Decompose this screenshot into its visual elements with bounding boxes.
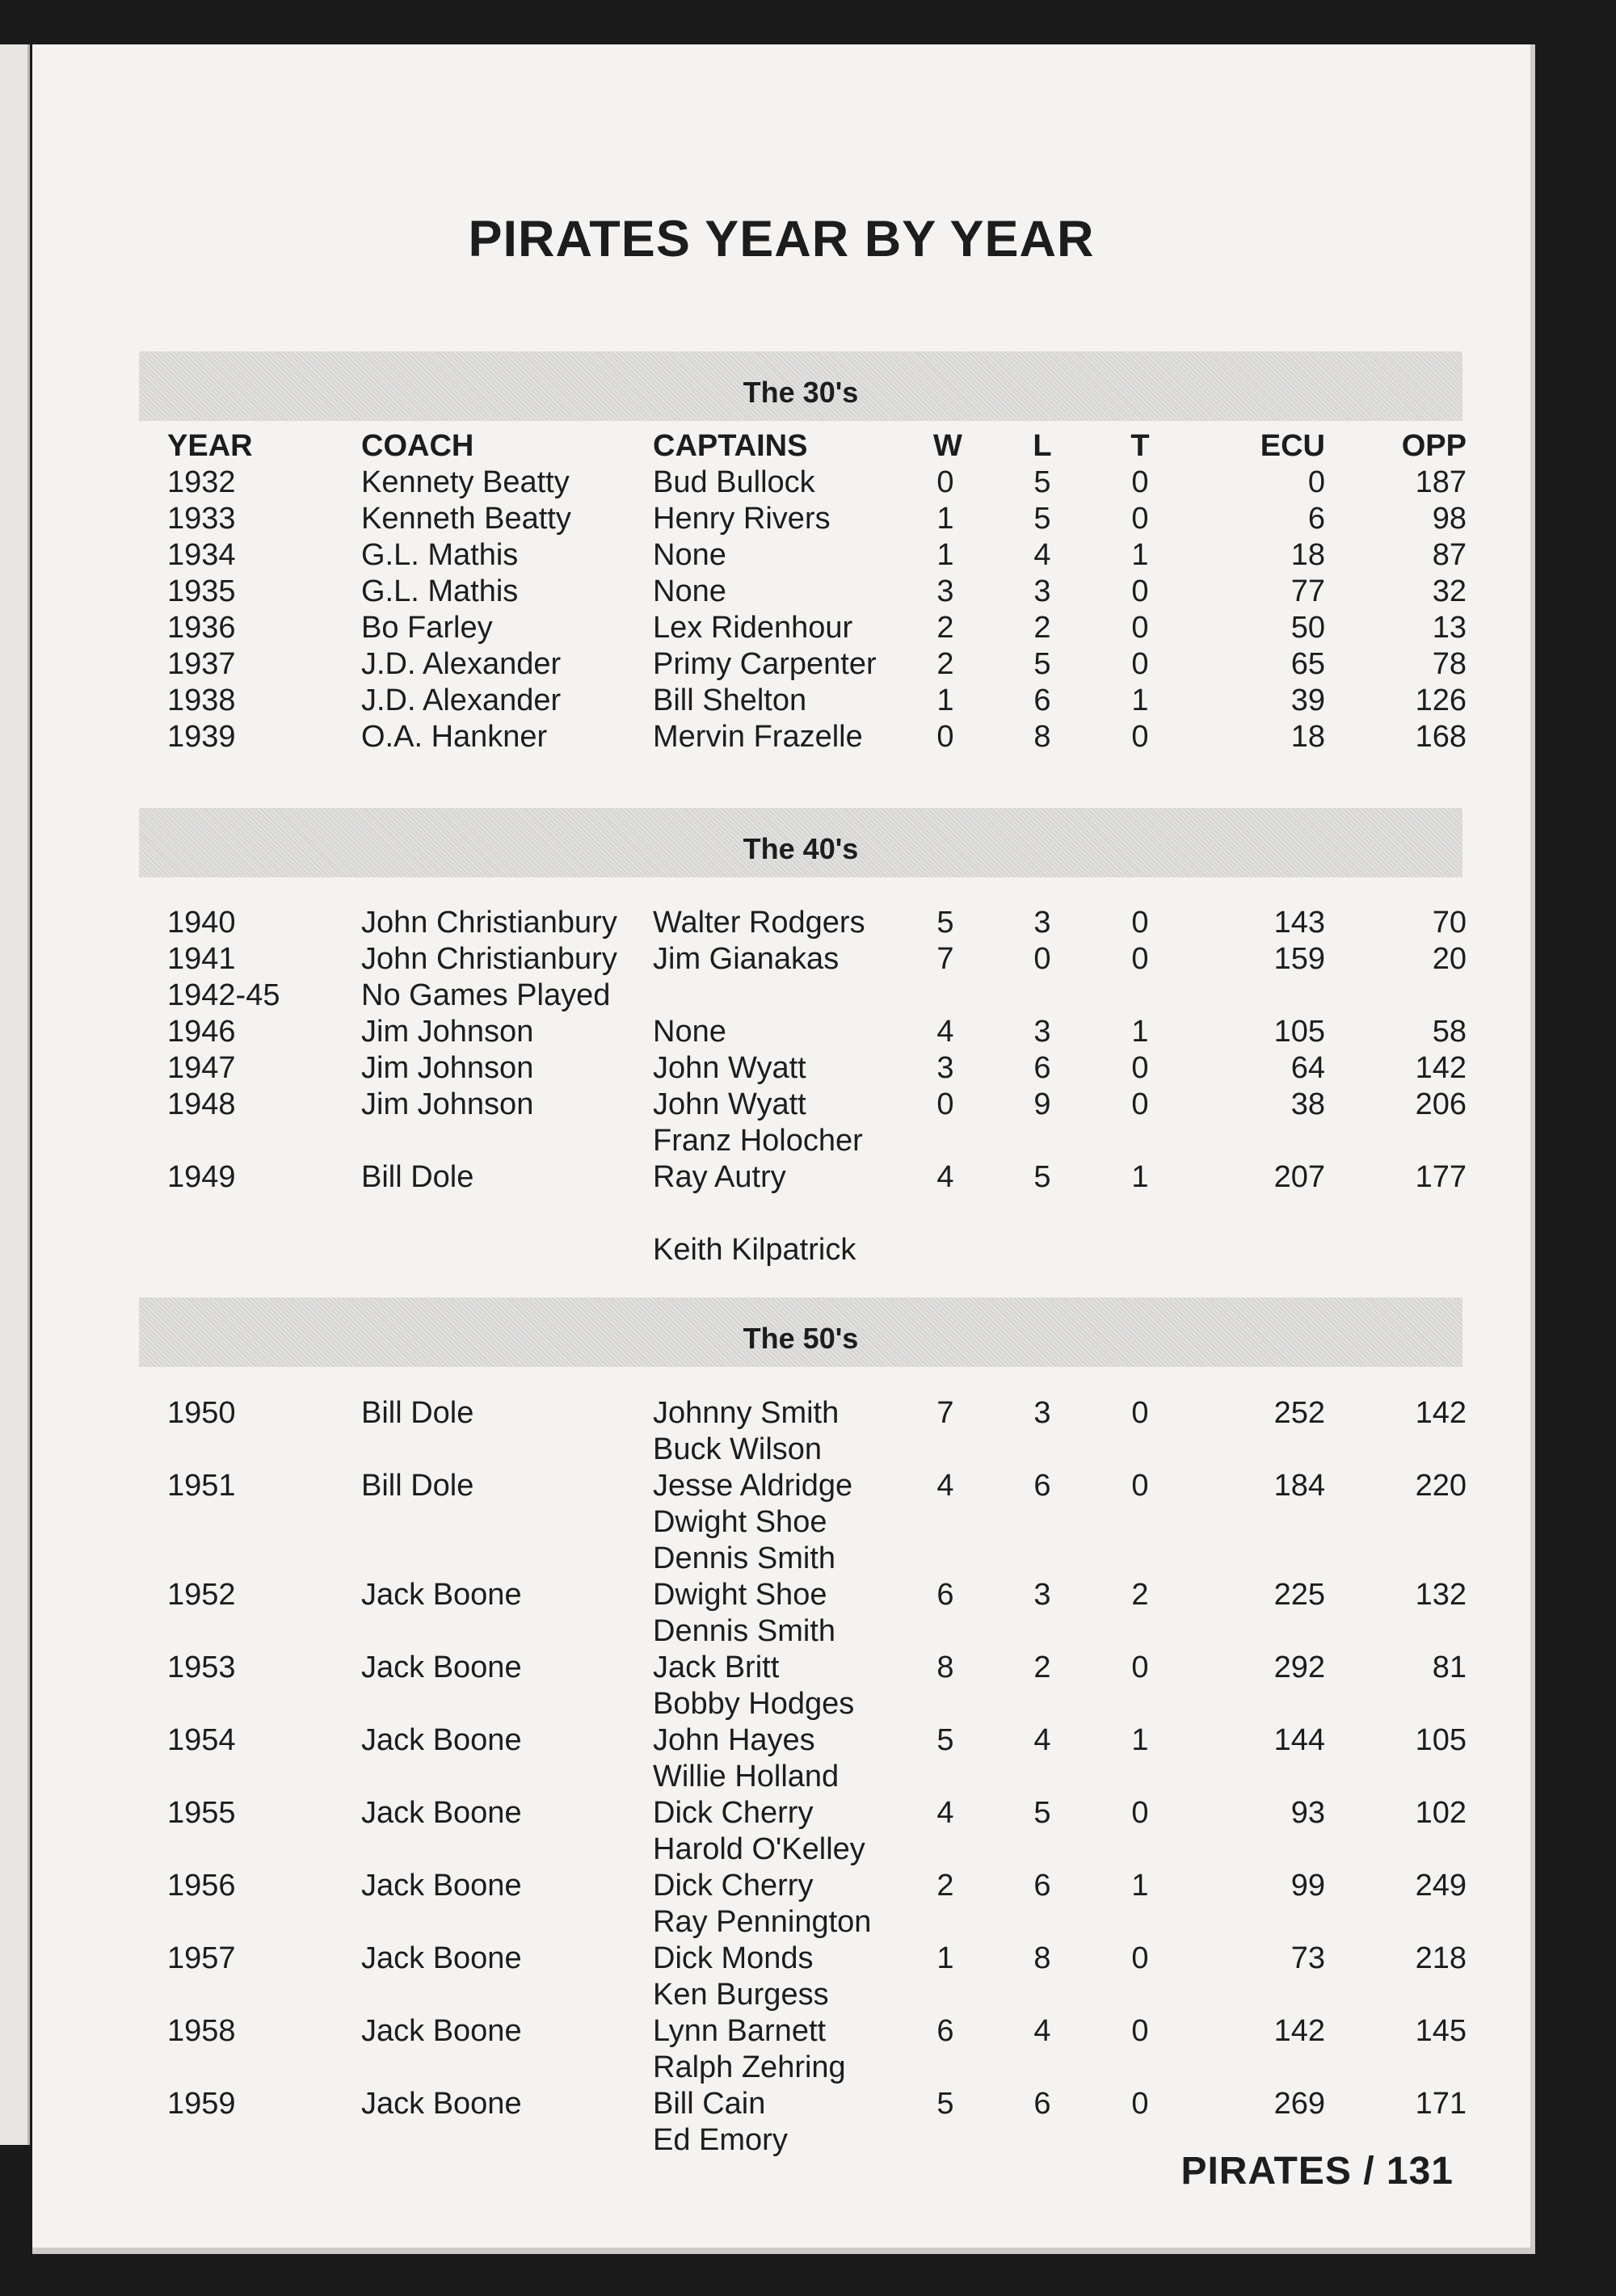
cell-captains: Jesse Aldridge bbox=[653, 1469, 853, 1503]
decade-label: The 30's bbox=[743, 376, 859, 409]
header-t: T bbox=[1130, 429, 1150, 463]
table-40s bbox=[32, 905, 1530, 1268]
cell-w: 6 bbox=[936, 2014, 954, 2048]
cell-opp: 78 bbox=[1432, 647, 1467, 681]
cell-l: 5 bbox=[1033, 1796, 1051, 1830]
table-row bbox=[32, 1050, 1530, 1087]
table-row bbox=[32, 1613, 1530, 1650]
cell-w: 3 bbox=[936, 574, 954, 608]
cell-opp: 70 bbox=[1432, 906, 1467, 940]
cell-captains: Mervin Frazelle bbox=[653, 720, 863, 754]
header-opp: OPP bbox=[1401, 429, 1467, 463]
decade-header-40s bbox=[139, 808, 1462, 877]
cell-t: 1 bbox=[1131, 1723, 1149, 1757]
cell-w: 3 bbox=[936, 1051, 954, 1085]
cell-opp: 142 bbox=[1415, 1396, 1467, 1430]
cell-w: 4 bbox=[936, 1015, 954, 1049]
cell-opp: 87 bbox=[1432, 538, 1467, 572]
cell-coach: Jack Boone bbox=[361, 1723, 522, 1757]
cell-captains: Dick Monds bbox=[653, 1941, 814, 1975]
cell-captains: Primy Carpenter bbox=[653, 647, 877, 681]
cell-l: 8 bbox=[1033, 720, 1051, 754]
cell-ecu: 144 bbox=[1273, 1723, 1325, 1757]
cell-captains: Ralph Zehring bbox=[653, 2050, 846, 2084]
cell-l: 6 bbox=[1033, 683, 1051, 717]
table-row bbox=[32, 1795, 1530, 1831]
cell-captains: Walter Rodgers bbox=[653, 906, 865, 940]
cell-coach: John Christianbury bbox=[361, 906, 617, 940]
cell-w: 5 bbox=[936, 1723, 954, 1757]
cell-coach: Kenneth Beatty bbox=[361, 502, 571, 536]
cell-w: 1 bbox=[936, 683, 954, 717]
cell-opp: 206 bbox=[1415, 1087, 1467, 1121]
header-ecu: ECU bbox=[1260, 429, 1325, 463]
cell-coach: Bill Dole bbox=[361, 1469, 474, 1503]
cell-coach: Jack Boone bbox=[361, 2087, 522, 2121]
decade-header-30s bbox=[139, 351, 1462, 421]
cell-year: 1956 bbox=[167, 1869, 236, 1903]
cell-year: 1942-45 bbox=[167, 978, 280, 1012]
cell-opp: 177 bbox=[1415, 1160, 1467, 1194]
cell-captains: John Wyatt bbox=[653, 1087, 806, 1121]
cell-opp: 126 bbox=[1415, 683, 1467, 717]
column-header-row bbox=[32, 428, 1530, 465]
cell-ecu: 99 bbox=[1290, 1869, 1325, 1903]
cell-ecu: 93 bbox=[1290, 1796, 1325, 1830]
table-row bbox=[32, 537, 1530, 574]
cell-t: 0 bbox=[1131, 942, 1149, 976]
cell-captains: Bill Shelton bbox=[653, 683, 807, 717]
table-row bbox=[32, 1868, 1530, 1904]
cell-coach: Jack Boone bbox=[361, 2014, 522, 2048]
cell-l: 3 bbox=[1033, 1578, 1051, 1612]
cell-ecu: 269 bbox=[1273, 2087, 1325, 2121]
table-row bbox=[32, 1432, 1530, 1468]
table-row bbox=[32, 574, 1530, 610]
cell-captains: None bbox=[653, 538, 726, 572]
cell-w: 7 bbox=[936, 1396, 954, 1430]
table-row bbox=[32, 610, 1530, 646]
table-row bbox=[32, 683, 1530, 719]
cell-year: 1947 bbox=[167, 1051, 236, 1085]
table-row bbox=[32, 1087, 1530, 1123]
cell-ecu: 105 bbox=[1273, 1015, 1325, 1049]
cell-coach: Jack Boone bbox=[361, 1869, 522, 1903]
cell-year: 1946 bbox=[167, 1015, 236, 1049]
cell-l: 6 bbox=[1033, 1469, 1051, 1503]
cell-captains: Ken Burgess bbox=[653, 1978, 829, 2012]
table-row bbox=[32, 1722, 1530, 1759]
cell-coach: Jim Johnson bbox=[361, 1015, 534, 1049]
cell-t: 0 bbox=[1131, 2087, 1149, 2121]
table-row bbox=[32, 1196, 1530, 1232]
cell-year: 1938 bbox=[167, 683, 236, 717]
cell-captains: Lex Ridenhour bbox=[653, 611, 853, 645]
cell-l: 9 bbox=[1033, 1087, 1051, 1121]
cell-coach: G.L. Mathis bbox=[361, 538, 519, 572]
cell-captains: Jim Gianakas bbox=[653, 942, 840, 976]
cell-l: 0 bbox=[1033, 942, 1051, 976]
cell-year: 1954 bbox=[167, 1723, 236, 1757]
cell-t: 0 bbox=[1131, 1796, 1149, 1830]
cell-w: 0 bbox=[936, 465, 954, 499]
cell-captains: Bobby Hodges bbox=[653, 1687, 855, 1721]
cell-l: 2 bbox=[1033, 1651, 1051, 1684]
cell-year: 1934 bbox=[167, 538, 236, 572]
cell-w: 4 bbox=[936, 1160, 954, 1194]
cell-w: 4 bbox=[936, 1469, 954, 1503]
previous-page-edge bbox=[0, 44, 30, 2145]
cell-captains: Harold O'Kelley bbox=[653, 1832, 865, 1866]
cell-coach: J.D. Alexander bbox=[361, 647, 562, 681]
cell-l: 6 bbox=[1033, 2087, 1051, 2121]
cell-l: 6 bbox=[1033, 1869, 1051, 1903]
cell-l: 6 bbox=[1033, 1051, 1051, 1085]
cell-year: 1950 bbox=[167, 1396, 236, 1430]
table-row bbox=[32, 1468, 1530, 1504]
cell-captains: Buck Wilson bbox=[653, 1432, 823, 1466]
cell-year: 1949 bbox=[167, 1160, 236, 1194]
table-row bbox=[32, 1159, 1530, 1196]
cell-opp: 13 bbox=[1432, 611, 1467, 645]
table-30s bbox=[32, 428, 1530, 755]
cell-year: 1937 bbox=[167, 647, 236, 681]
cell-opp: 142 bbox=[1415, 1051, 1467, 1085]
table-row bbox=[32, 1686, 1530, 1722]
cell-w: 2 bbox=[936, 1869, 954, 1903]
header-w: W bbox=[933, 429, 962, 463]
cell-opp: 32 bbox=[1432, 574, 1467, 608]
header-captains: CAPTAINS bbox=[653, 429, 808, 463]
cell-ecu: 64 bbox=[1290, 1051, 1325, 1085]
cell-ecu: 50 bbox=[1290, 611, 1325, 645]
cell-t: 1 bbox=[1131, 1869, 1149, 1903]
cell-captains: Keith Kilpatrick bbox=[653, 1233, 856, 1267]
cell-year: 1933 bbox=[167, 502, 236, 536]
table-row bbox=[32, 501, 1530, 537]
header-l: L bbox=[1033, 429, 1052, 463]
cell-captains: Franz Holocher bbox=[653, 1124, 863, 1158]
cell-captains: Ray Autry bbox=[653, 1160, 786, 1194]
cell-year: 1958 bbox=[167, 2014, 236, 2048]
cell-w: 4 bbox=[936, 1796, 954, 1830]
cell-captains: Ray Pennington bbox=[653, 1905, 872, 1939]
cell-coach: Kennety Beatty bbox=[361, 465, 570, 499]
table-row bbox=[32, 1759, 1530, 1795]
header-coach: COACH bbox=[361, 429, 474, 463]
cell-year: 1940 bbox=[167, 906, 236, 940]
cell-opp: 145 bbox=[1415, 2014, 1467, 2048]
cell-ecu: 252 bbox=[1273, 1396, 1325, 1430]
cell-year: 1941 bbox=[167, 942, 236, 976]
cell-t: 0 bbox=[1131, 611, 1149, 645]
cell-t: 0 bbox=[1131, 465, 1149, 499]
cell-captains: None bbox=[653, 1015, 726, 1049]
cell-captains: Lynn Barnett bbox=[653, 2014, 827, 2048]
decade-label: The 50's bbox=[743, 1322, 859, 1355]
cell-year: 1932 bbox=[167, 465, 236, 499]
cell-t: 0 bbox=[1131, 1051, 1149, 1085]
table-row bbox=[32, 905, 1530, 941]
table-row bbox=[32, 1977, 1530, 2013]
table-row bbox=[32, 2050, 1530, 2086]
cell-coach: Jack Boone bbox=[361, 1941, 522, 1975]
page-footer: PIRATES / 131 bbox=[1180, 2150, 1454, 2193]
cell-captains: John Hayes bbox=[653, 1723, 815, 1757]
cell-opp: 132 bbox=[1415, 1578, 1467, 1612]
cell-l: 3 bbox=[1033, 1015, 1051, 1049]
cell-coach: Bill Dole bbox=[361, 1396, 474, 1430]
cell-captains: John Wyatt bbox=[653, 1051, 806, 1085]
cell-ecu: 6 bbox=[1307, 502, 1325, 536]
cell-ecu: 225 bbox=[1273, 1578, 1325, 1612]
cell-opp: 220 bbox=[1415, 1469, 1467, 1503]
cell-ecu: 292 bbox=[1273, 1651, 1325, 1684]
cell-l: 3 bbox=[1033, 1396, 1051, 1430]
cell-ecu: 18 bbox=[1290, 720, 1325, 754]
table-row bbox=[32, 2086, 1530, 2122]
cell-captains: Jack Britt bbox=[653, 1651, 780, 1684]
cell-year: 1948 bbox=[167, 1087, 236, 1121]
cell-coach: O.A. Hankner bbox=[361, 720, 548, 754]
cell-year: 1936 bbox=[167, 611, 236, 645]
table-row bbox=[32, 2013, 1530, 2050]
cell-t: 0 bbox=[1131, 574, 1149, 608]
cell-t: 0 bbox=[1131, 647, 1149, 681]
cell-captains: Bud Bullock bbox=[653, 465, 815, 499]
table-row bbox=[32, 941, 1530, 978]
cell-w: 5 bbox=[936, 2087, 954, 2121]
header-year: YEAR bbox=[167, 429, 253, 463]
table-row bbox=[32, 1014, 1530, 1050]
cell-ecu: 39 bbox=[1290, 683, 1325, 717]
cell-captains: Bill Cain bbox=[653, 2087, 766, 2121]
cell-year: 1951 bbox=[167, 1469, 236, 1503]
cell-opp: 187 bbox=[1415, 465, 1467, 499]
cell-opp: 105 bbox=[1415, 1723, 1467, 1757]
cell-ecu: 0 bbox=[1307, 465, 1325, 499]
cell-opp: 58 bbox=[1432, 1015, 1467, 1049]
table-row bbox=[32, 1650, 1530, 1686]
cell-l: 2 bbox=[1033, 611, 1051, 645]
table-row bbox=[32, 1395, 1530, 1432]
cell-year: 1959 bbox=[167, 2087, 236, 2121]
table-row bbox=[32, 1831, 1530, 1868]
cell-opp: 98 bbox=[1432, 502, 1467, 536]
cell-l: 3 bbox=[1033, 574, 1051, 608]
cell-t: 1 bbox=[1131, 538, 1149, 572]
cell-captains: Dennis Smith bbox=[653, 1614, 835, 1648]
cell-t: 0 bbox=[1131, 720, 1149, 754]
cell-captains: Ed Emory bbox=[653, 2123, 788, 2157]
cell-coach: Bill Dole bbox=[361, 1160, 474, 1194]
cell-t: 1 bbox=[1131, 1015, 1149, 1049]
cell-w: 1 bbox=[936, 502, 954, 536]
cell-opp: 20 bbox=[1432, 942, 1467, 976]
cell-t: 0 bbox=[1131, 906, 1149, 940]
cell-opp: 168 bbox=[1415, 720, 1467, 754]
cell-l: 4 bbox=[1033, 2014, 1051, 2048]
table-row bbox=[32, 1904, 1530, 1941]
cell-t: 0 bbox=[1131, 1396, 1149, 1430]
table-row bbox=[32, 719, 1530, 755]
cell-w: 5 bbox=[936, 906, 954, 940]
cell-ecu: 184 bbox=[1273, 1469, 1325, 1503]
cell-ecu: 159 bbox=[1273, 942, 1325, 976]
cell-captains: Henry Rivers bbox=[653, 502, 831, 536]
cell-year: 1955 bbox=[167, 1796, 236, 1830]
cell-opp: 102 bbox=[1415, 1796, 1467, 1830]
cell-captains: Willie Holland bbox=[653, 1760, 840, 1793]
cell-captains: Dwight Shoe bbox=[653, 1505, 827, 1539]
cell-coach: J.D. Alexander bbox=[361, 683, 562, 717]
cell-w: 6 bbox=[936, 1578, 954, 1612]
table-50s bbox=[32, 1395, 1530, 2159]
cell-coach: Jack Boone bbox=[361, 1796, 522, 1830]
cell-ecu: 143 bbox=[1273, 906, 1325, 940]
cell-l: 4 bbox=[1033, 1723, 1051, 1757]
cell-coach: John Christianbury bbox=[361, 942, 617, 976]
cell-opp: 81 bbox=[1432, 1651, 1467, 1684]
cell-year: 1953 bbox=[167, 1651, 236, 1684]
table-row bbox=[32, 646, 1530, 683]
cell-coach: Bo Farley bbox=[361, 611, 493, 645]
cell-w: 0 bbox=[936, 1087, 954, 1121]
cell-t: 0 bbox=[1131, 2014, 1149, 2048]
cell-l: 3 bbox=[1033, 906, 1051, 940]
cell-coach: No Games Played bbox=[361, 978, 611, 1012]
cell-w: 1 bbox=[936, 538, 954, 572]
cell-coach: Jack Boone bbox=[361, 1578, 522, 1612]
table-row bbox=[32, 1577, 1530, 1613]
table-row bbox=[32, 465, 1530, 501]
cell-opp: 249 bbox=[1415, 1869, 1467, 1903]
cell-l: 4 bbox=[1033, 538, 1051, 572]
page-title: PIRATES YEAR BY YEAR bbox=[468, 211, 1095, 267]
cell-captains: Dwight Shoe bbox=[653, 1578, 827, 1612]
cell-year: 1957 bbox=[167, 1941, 236, 1975]
cell-t: 2 bbox=[1131, 1578, 1149, 1612]
decade-header-50s bbox=[139, 1297, 1462, 1367]
cell-t: 0 bbox=[1131, 1941, 1149, 1975]
cell-l: 8 bbox=[1033, 1941, 1051, 1975]
cell-coach: Jim Johnson bbox=[361, 1087, 534, 1121]
cell-t: 0 bbox=[1131, 1651, 1149, 1684]
cell-t: 0 bbox=[1131, 1469, 1149, 1503]
cell-captains: Dennis Smith bbox=[653, 1541, 835, 1575]
cell-year: 1935 bbox=[167, 574, 236, 608]
cell-ecu: 38 bbox=[1290, 1087, 1325, 1121]
cell-w: 1 bbox=[936, 1941, 954, 1975]
table-row bbox=[32, 1232, 1530, 1268]
cell-captains: Johnny Smith bbox=[653, 1396, 840, 1430]
cell-l: 5 bbox=[1033, 647, 1051, 681]
cell-l: 5 bbox=[1033, 502, 1051, 536]
cell-t: 0 bbox=[1131, 502, 1149, 536]
cell-opp: 171 bbox=[1415, 2087, 1467, 2121]
cell-w: 2 bbox=[936, 647, 954, 681]
page bbox=[32, 44, 1535, 2254]
cell-t: 1 bbox=[1131, 1160, 1149, 1194]
cell-w: 8 bbox=[936, 1651, 954, 1684]
cell-opp: 218 bbox=[1415, 1941, 1467, 1975]
cell-ecu: 65 bbox=[1290, 647, 1325, 681]
cell-w: 2 bbox=[936, 611, 954, 645]
cell-w: 7 bbox=[936, 942, 954, 976]
cell-t: 0 bbox=[1131, 1087, 1149, 1121]
cell-l: 5 bbox=[1033, 465, 1051, 499]
cell-captains: Dick Cherry bbox=[653, 1869, 814, 1903]
cell-ecu: 207 bbox=[1273, 1160, 1325, 1194]
cell-w: 0 bbox=[936, 720, 954, 754]
table-row bbox=[32, 978, 1530, 1014]
cell-ecu: 18 bbox=[1290, 538, 1325, 572]
table-row bbox=[32, 1123, 1530, 1159]
table-row bbox=[32, 1541, 1530, 1577]
cell-captains: None bbox=[653, 574, 726, 608]
cell-coach: Jim Johnson bbox=[361, 1051, 534, 1085]
cell-coach: G.L. Mathis bbox=[361, 574, 519, 608]
cell-l: 5 bbox=[1033, 1160, 1051, 1194]
cell-ecu: 73 bbox=[1290, 1941, 1325, 1975]
cell-captains: Dick Cherry bbox=[653, 1796, 814, 1830]
cell-ecu: 142 bbox=[1273, 2014, 1325, 2048]
cell-coach: Jack Boone bbox=[361, 1651, 522, 1684]
cell-year: 1952 bbox=[167, 1578, 236, 1612]
table-row bbox=[32, 1941, 1530, 1977]
cell-year: 1939 bbox=[167, 720, 236, 754]
cell-ecu: 77 bbox=[1290, 574, 1325, 608]
table-row bbox=[32, 1504, 1530, 1541]
decade-label: The 40's bbox=[743, 832, 859, 865]
cell-t: 1 bbox=[1131, 683, 1149, 717]
